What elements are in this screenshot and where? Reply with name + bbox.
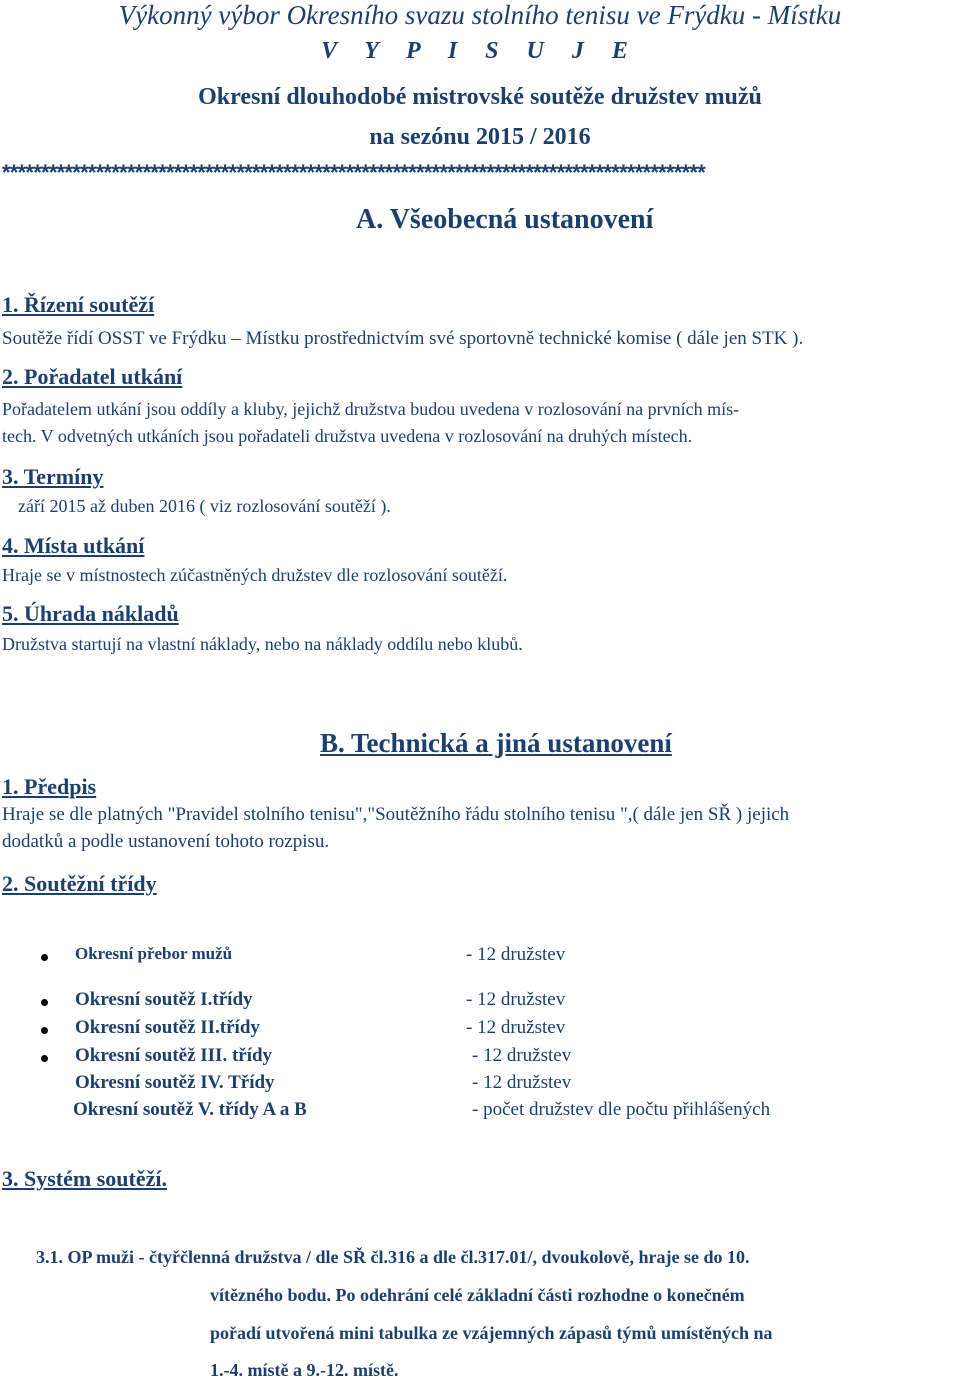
item-number: 1. bbox=[2, 292, 19, 317]
bullet-icon bbox=[41, 999, 48, 1006]
item-5-heading bbox=[2, 601, 179, 627]
class-value: - 12 družstev bbox=[466, 944, 566, 965]
class-value: - 12 družstev bbox=[472, 1072, 572, 1093]
item-4-heading bbox=[2, 533, 144, 559]
class-name: Okresní soutěž II.třídy bbox=[75, 1017, 260, 1038]
season-title: na sezónu 2015 / 2016 bbox=[369, 124, 591, 150]
item-5-text: Družstva startují na vlastní náklady, nebo na náklady oddílu nebo klubů. bbox=[2, 634, 523, 654]
class-name: Okresní přebor mužů bbox=[75, 944, 233, 963]
committee-title: Výkonný výbor Okresního svazu stolního tenisu ve Frýdku - Místku bbox=[118, 0, 842, 30]
item-number: 2. bbox=[2, 364, 19, 389]
system-text-line-3: pořadí utvořená mini tabulka ze vzájemných zápasů týmů umístěných na bbox=[210, 1323, 773, 1343]
item-title: Termíny bbox=[23, 464, 104, 489]
item-2-text-line-2: tech. V odvetných utkáních jsou pořadateli družstva uvedena v rozlosování na druhých místech. bbox=[2, 426, 693, 446]
predpis-text-line-2: dodatků a podle ustanovení tohoto rozpisu. bbox=[2, 831, 330, 852]
item-title: Místa utkání bbox=[24, 533, 145, 558]
item-title: Pořadatel utkání bbox=[24, 364, 183, 389]
system-text-line-2: vítězného bodu. Po odehrání celé základní části rozhodne o konečném bbox=[210, 1285, 745, 1305]
item-title: Úhrada nákladů bbox=[24, 601, 179, 626]
item-2-heading bbox=[2, 364, 182, 390]
item-1-heading bbox=[2, 292, 154, 318]
separator-line: ****************************************************************************************** bbox=[2, 160, 706, 185]
item-3-heading bbox=[2, 464, 103, 490]
bullet-icon bbox=[41, 1027, 48, 1034]
class-value: - 12 družstev bbox=[466, 989, 566, 1010]
class-name: Okresní soutěž III. třídy bbox=[75, 1045, 273, 1066]
item-title: Řízení soutěží bbox=[24, 292, 155, 317]
item-number: 5. bbox=[2, 601, 19, 626]
item-number: 4. bbox=[2, 533, 19, 558]
system-text-line-1: 3.1. OP muži - čtyřčlenná družstva / dle SŘ čl.316 a dle čl.317.01/, dvoukolově, hraje se do 10. bbox=[36, 1247, 750, 1267]
item-number: 3. bbox=[2, 464, 19, 489]
item-3-text: září 2015 až duben 2016 ( viz rozlosování soutěží ). bbox=[18, 496, 391, 516]
item-4-text: Hraje se v místnostech zúčastněných družstev dle rozlosování soutěží. bbox=[2, 565, 508, 585]
item-1-text: Soutěže řídí OSST ve Frýdku – Místku prostřednictvím své sportovně technické komise ( dále jen STK ). bbox=[2, 328, 804, 349]
section-a-title: A. Všeobecná ustanovení bbox=[356, 204, 654, 235]
class-value: - počet družstev dle počtu přihlášených bbox=[472, 1099, 771, 1120]
class-name: Okresní soutěž I.třídy bbox=[75, 989, 253, 1010]
predpis-heading: 1. Předpis bbox=[2, 774, 97, 799]
bullet-icon bbox=[41, 1055, 48, 1062]
section-b-title: B. Technická a jiná ustanovení bbox=[320, 728, 672, 758]
class-name: Okresní soutěž IV. Třídy bbox=[75, 1072, 275, 1093]
class-value: - 12 družstev bbox=[472, 1045, 572, 1066]
item-2-text-line-1: Pořadatelem utkání jsou oddíly a kluby, jejichž družstva budou uvedena v rozlosování na prvních mís- bbox=[2, 399, 740, 419]
predpis-text-line-1: Hraje se dle platných "Pravidel stolního tenisu","Soutěžního řádu stolního tenisu ",( dále jen SŘ ) jejich bbox=[2, 804, 790, 825]
system-heading: 3. Systém soutěží. bbox=[2, 1166, 167, 1191]
bullet-icon bbox=[41, 954, 48, 961]
competition-title: Okresní dlouhodobé mistrovské soutěže družstev mužů bbox=[198, 84, 762, 110]
system-text-line-4: 1.-4. místě a 9.-12. místě. bbox=[210, 1360, 399, 1380]
classes-heading: 2. Soutěžní třídy bbox=[2, 871, 157, 896]
class-value: - 12 družstev bbox=[466, 1017, 566, 1038]
class-name: Okresní soutěž V. třídy A a B bbox=[73, 1099, 307, 1120]
announces-heading: V Y P I S U J E bbox=[321, 38, 639, 64]
